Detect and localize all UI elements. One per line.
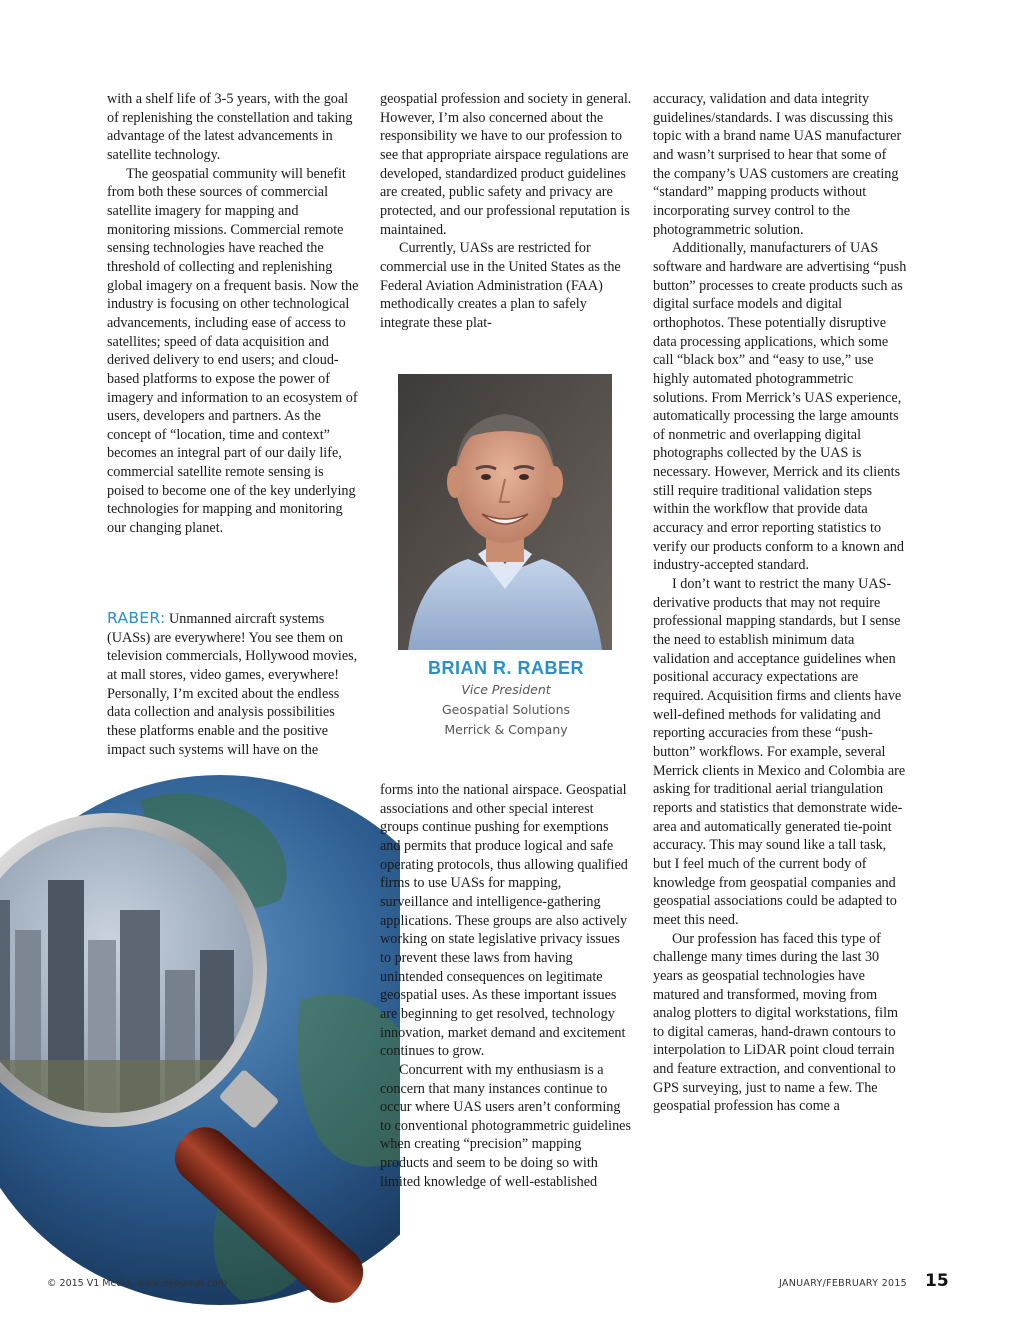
portrait-photo bbox=[398, 374, 612, 650]
column-1 bbox=[107, 90, 359, 538]
copyright-text: © 2015 V1 Media, bbox=[47, 1278, 134, 1289]
column2-paragraph-2: Currently, UASs are restricted for commercial use in the United States as the Federal Aviation Administration (FAA) methodically creates a plan to safely integrate these plat- bbox=[380, 240, 621, 331]
column2-paragraph-3: forms into the national airspace. Geospatial associations and other special interest groups continue pushing for exemptions and permits that produce logical and safe operating protocols, thus allowing qualified firms to use UASs for mapping, surveillance and intelligence-gathering applications. These groups are also actively working on state legislative privacy issues to prevent these laws from having unintended consequences on legitimate geospatial uses. As these important issues are beginning to get resolved, technology innovation, market demand and excitement continues to grow. bbox=[380, 782, 628, 1060]
column3-paragraph-4: Our profession has faced this type of challenge many times during the last 30 years as geospatial technologies have matured and transformed, moving from analog plotters to digital workstations, film to digital cameras, hand-drawn contours to interpolation to LiDAR point cloud terrain and feature extraction, and conventional to GPS surveying, just to name a few. The geospatial profession has come a bbox=[653, 930, 899, 1115]
website-link[interactable]: www.eijournal.com bbox=[136, 1278, 228, 1289]
caption-department: Geospatial Solutions bbox=[441, 702, 571, 717]
caption-title: Vice President bbox=[461, 682, 551, 697]
column3-paragraph-2: Additionally, manufacturers of UAS software and hardware are advertising “push button” processes to create products such as digital surface models and digital orthophotos. These potentially disruptive data processing applications, which some call “black box” and “easy to use,” use highly automated photogrammetric solutions. From Merrick’s UAS experience, automatically processing the large amounts of nonmetric and overlapping digital photographs collected by the UAS is necessary. However, Merrick and its clients still require traditional validation steps within the workflow that provide data accuracy and error reporting statistics to verify our products conform to a known and industry-accepted standard. bbox=[653, 240, 907, 574]
column3-paragraph-1: accuracy, validation and data integrity guidelines/standards. I was discussing this topic with a brand name UAS manufacturer and wasn’t surprised to hear that some of the company’s UAS customers are creating “standard” mapping products without incorporating survey control to the photogrammetric solution. bbox=[653, 91, 902, 238]
column1-paragraph-2: The geospatial community will benefit from both these sources of commercial satellite imagery for mapping and monitoring missions. Commercial remote sensing technologies have reached the threshold of collecting and replenishing global imagery on a frequent basis. Now the industry is focusing on other technological advancements, including ease of access to satellites; speed of data acquisition and derived delivery to end users; and cloud-based platforms to expose the power of imagery and information to an ecosystem of users, developers and partners. As the concept of “location, time and context” becomes an integral part of our daily life, commercial satellite remote sensing is poised to become one of the key underlying technologies for mapping and monitoring our changing planet. bbox=[107, 165, 359, 537]
column3-paragraph-3: I don’t want to restrict the many UAS-derivative products that may not require professional mapping standards, but I sense the need to establish minimum data validation and acceptance guidelines when positional accuracy expectations are required. Acquisition firms and clients have well-defined methods for validating and reporting accuracies from these “push-button” workflows. For example, several Merrick clients in Mexico and Colombia are asking for traditional aerial triangulation reports and statistics that demonstrate wide-area and automatically generated tie-point accuracy. This may sound like a tall task, but I feel much of the current body of knowledge from geospatial companies and geospatial associations could be adapted to meet this need. bbox=[653, 576, 906, 928]
page-number: 15 bbox=[925, 1271, 949, 1291]
column-2-bottom bbox=[380, 781, 632, 1191]
raber-section bbox=[107, 609, 359, 759]
column2-paragraph-4: Concurrent with my enthusiasm is a concern that many instances continue to occur where UAS users aren’t conforming to conventional photogrammetric guidelines when creating “precision” mapping products and seem to be doing so with limited knowledge of well-established bbox=[380, 1061, 631, 1190]
footer-copyright bbox=[47, 1278, 227, 1289]
column-2-top bbox=[380, 90, 632, 333]
column2-paragraph-1: geospatial profession and society in general. However, I’m also concerned about the responsibility we have to our profession to see that appropriate airspace regulations are developed, standardized product guidelines are created, public safety and privacy are protected, and our professional reputation is maintained. bbox=[380, 91, 632, 238]
raber-paragraph bbox=[107, 609, 359, 759]
column1-paragraph-1: with a shelf life of 3-5 years, with the goal of replenishing the constellation and taking advantage of the latest advancements in satellite technology. bbox=[107, 91, 353, 163]
photo-caption bbox=[380, 656, 632, 740]
column-3 bbox=[653, 90, 907, 1116]
caption-name: BRIAN R. RABER bbox=[427, 658, 584, 678]
raber-runin-label: RABER: bbox=[107, 609, 166, 627]
globe-magnifier-illustration bbox=[0, 740, 400, 1329]
footer-issue-date: JANUARY/FEBRUARY 2015 bbox=[779, 1278, 908, 1289]
caption-company: Merrick & Company bbox=[444, 722, 568, 737]
raber-paragraph-text: Unmanned aircraft systems (UASs) are everywhere! You see them on television commercials, Hollywood movies, at mall stores, video games, everywhere! Personally, I’m excited about the endless data collection and analysis possibilities these platforms enable and the positive impact such systems will have on the bbox=[107, 611, 358, 758]
